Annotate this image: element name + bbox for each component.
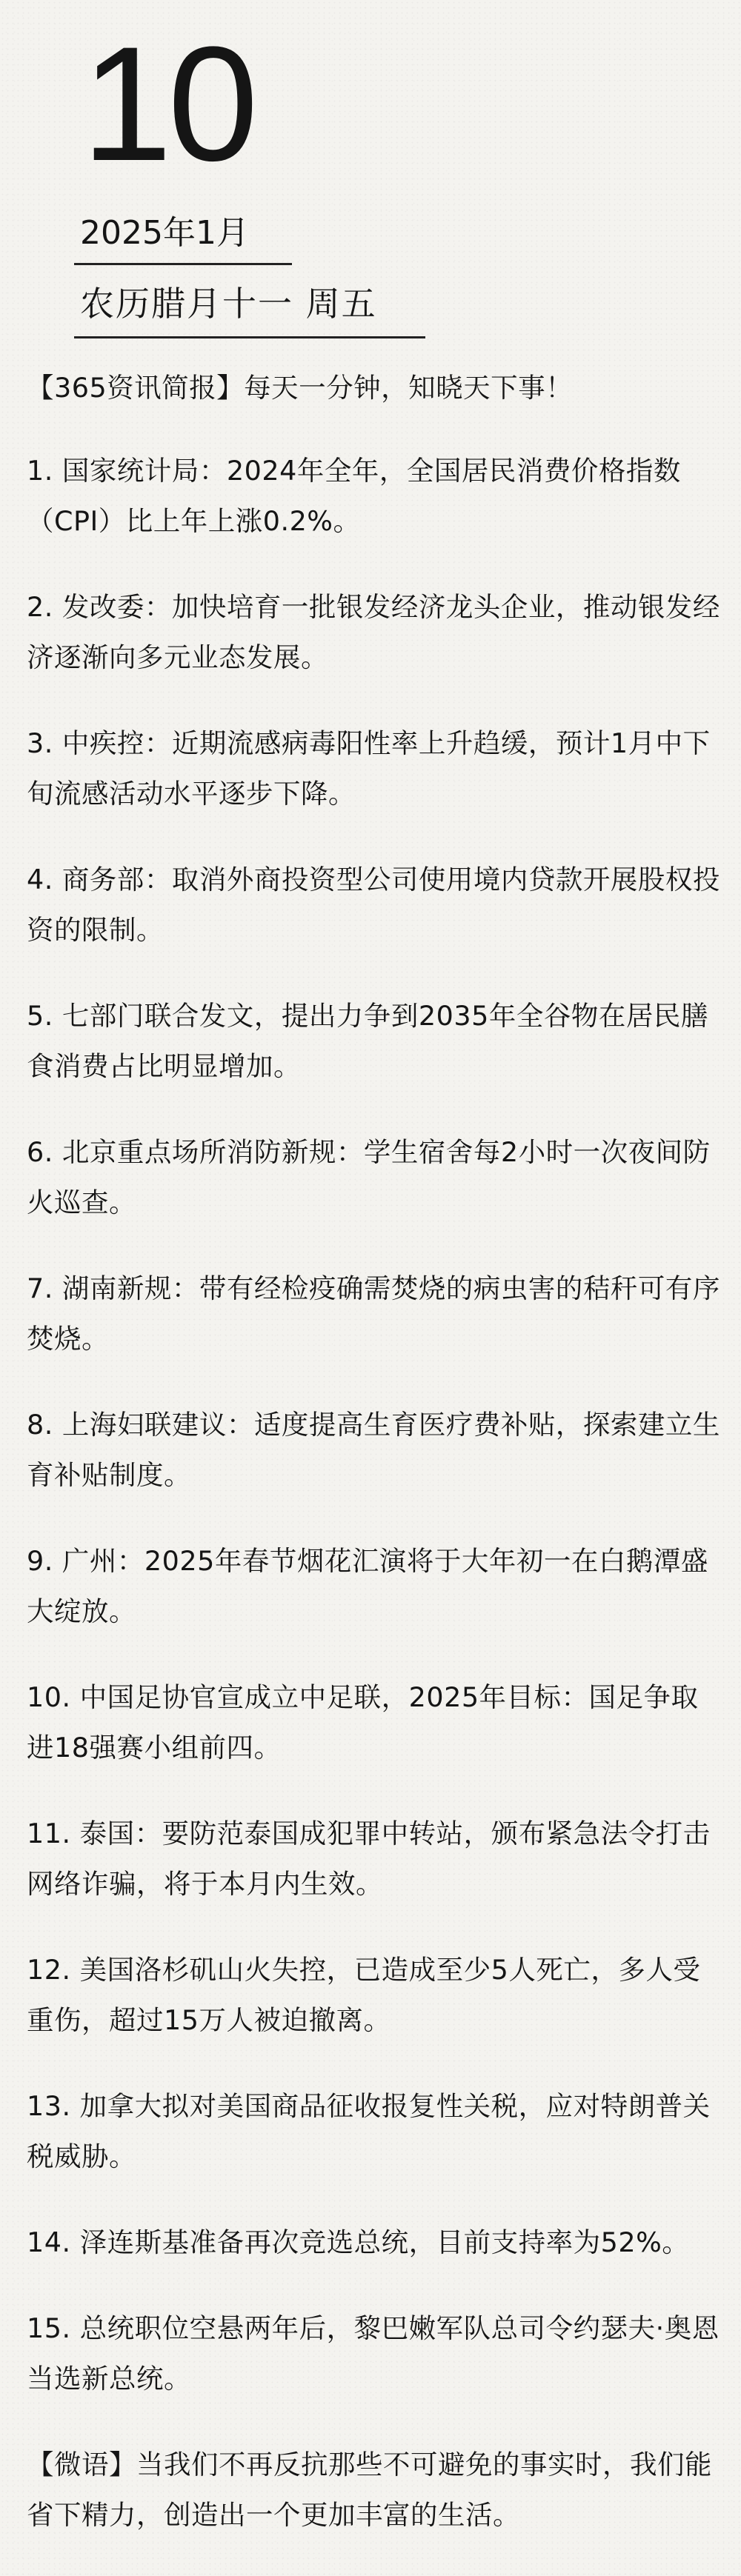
news-item-1: 1. 国家统计局：2024年全年，全国居民消费价格指数（CPI）比上年上涨0.2%。 [27, 455, 681, 537]
news-item-10: 10. 中国足协官宣成立中足联，2025年目标：国足争取进18强赛小组前四。 [27, 1681, 699, 1764]
news-item-4: 4. 商务部：取消外商投资型公司使用境内贷款开展股权投资的限制。 [27, 864, 720, 946]
brief-header: 【365资讯简报】每天一分钟，知晓天下事！ [27, 372, 574, 404]
news-item-3: 3. 中疾控：近期流感病毒阳性率上升趋缓，预计1月中下旬流感活动水平逐步下降。 [27, 727, 711, 810]
news-item-13: 13. 加拿大拟对美国商品征收报复性关税，应对特朗普关税威胁。 [27, 2090, 711, 2172]
lunar-date-weekday: 农历腊月十一 周五 [74, 281, 425, 338]
news-item-8: 8. 上海妇联建议：适度提高生育医疗费补贴，探索建立生育补贴制度。 [27, 1409, 720, 1491]
news-item-6: 6. 北京重点场所消防新规：学生宿舍每2小时一次夜间防火巡查。 [27, 1136, 711, 1218]
micro-quote: 【微语】当我们不再反抗那些不可避免的事实时，我们能省下精力，创造出一个更加丰富的生活。 [27, 2449, 712, 2531]
news-item-14: 14. 泽连斯基准备再次竞选总统，目前支持率为52%。 [27, 2226, 690, 2258]
news-item-15: 15. 总统职位空悬两年后，黎巴嫩军队总司令约瑟夫·奥恩当选新总统。 [27, 2312, 720, 2395]
day-number: 10 [82, 13, 254, 195]
news-content [27, 363, 723, 2576]
news-item-5: 5. 七部门联合发文，提出力争到2035年全谷物在居民膳食消费占比明显增加。 [27, 1000, 708, 1082]
year-month: 2025年1月 [74, 211, 292, 265]
news-item-7: 7. 湖南新规：带有经检疫确需焚烧的病虫害的秸秆可有序焚烧。 [27, 1272, 720, 1355]
news-item-12: 12. 美国洛杉矶山火失控，已造成至少5人死亡，多人受重伤，超过15万人被迫撤离。 [27, 1954, 701, 2036]
news-item-9: 9. 广州：2025年春节烟花汇演将于大年初一在白鹅潭盛大绽放。 [27, 1545, 708, 1627]
news-item-11: 11. 泰国：要防范泰国成犯罪中转站，颁布紧急法令打击网络诈骗，将于本月内生效。 [27, 1818, 711, 1900]
news-item-2: 2. 发改委：加快培育一批银发经济龙头企业，推动银发经济逐渐向多元业态发展。 [27, 591, 720, 673]
date-block [74, 13, 430, 338]
